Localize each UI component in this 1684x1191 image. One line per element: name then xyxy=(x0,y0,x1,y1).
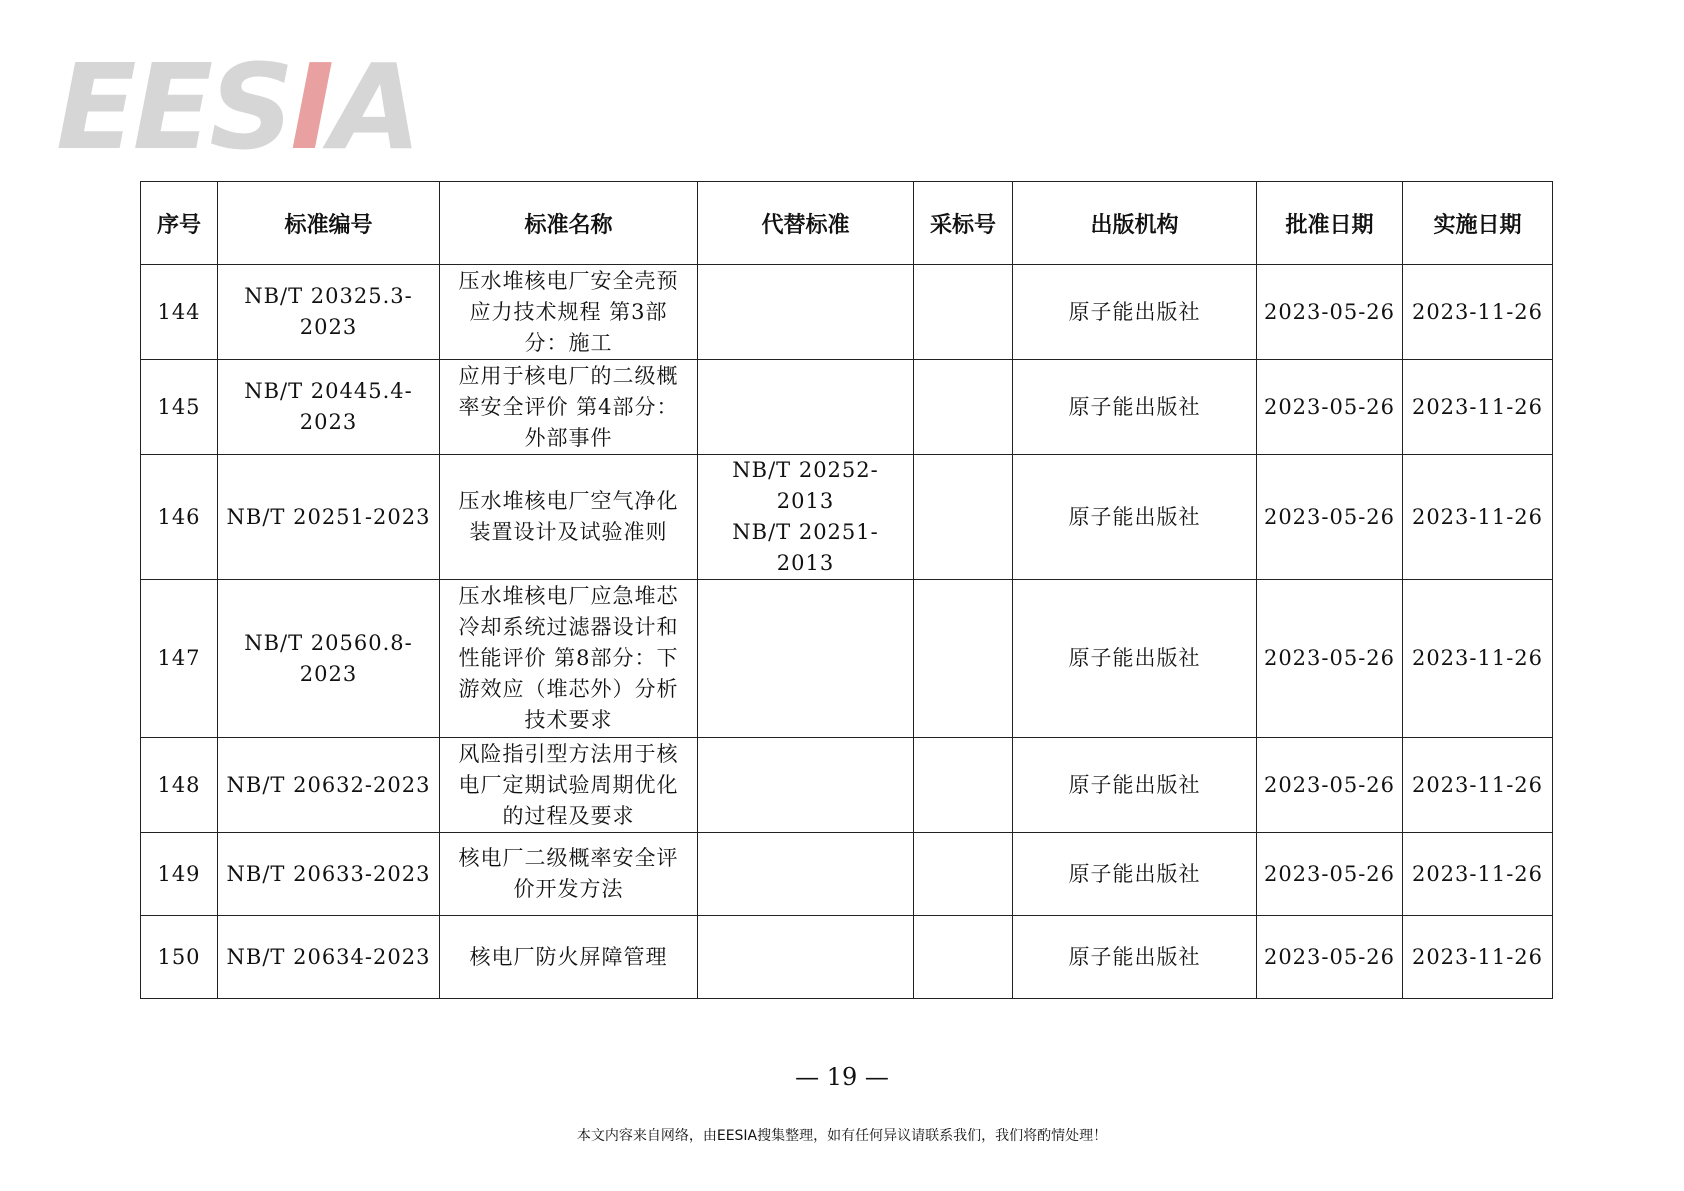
adopted-standard xyxy=(914,360,1013,455)
table-row xyxy=(141,455,1553,580)
effective-date: 2023-11-26 xyxy=(1403,265,1553,360)
eesia-logo: EESIA xyxy=(56,38,418,176)
adopted-standard xyxy=(914,833,1013,916)
page-number: — 19 — xyxy=(795,1063,889,1091)
standard-code: NB/T 20325.3-2023 xyxy=(218,265,440,360)
table-row xyxy=(141,833,1553,916)
publisher: 原子能出版社 xyxy=(1013,916,1257,999)
standard-code: NB/T 20632-2023 xyxy=(218,738,440,833)
effective-date: 2023-11-26 xyxy=(1403,738,1553,833)
approve-date: 2023-05-26 xyxy=(1257,916,1403,999)
row-number: 150 xyxy=(141,916,218,999)
replaced-standards xyxy=(698,738,914,833)
replaced-standards xyxy=(698,916,914,999)
publisher: 原子能出版社 xyxy=(1013,833,1257,916)
table-row xyxy=(141,916,1553,999)
approve-date: 2023-05-26 xyxy=(1257,360,1403,455)
row-number: 145 xyxy=(141,360,218,455)
standard-name: 核电厂防火屏障管理 xyxy=(440,916,698,999)
standard-code: NB/T 20560.8-2023 xyxy=(218,580,440,738)
approve-date: 2023-05-26 xyxy=(1257,580,1403,738)
table-row xyxy=(141,738,1553,833)
footer-note: 本文内容来自网络，由EESIA搜集整理，如有任何异议请联系我们，我们将酌情处理！ xyxy=(576,1128,1108,1144)
standard-name: 应用于核电厂的二级概率安全评价 第4部分：外部事件 xyxy=(440,360,698,455)
header-cell: 序号 xyxy=(141,182,218,265)
standard-name: 风险指引型方法用于核电厂定期试验周期优化的过程及要求 xyxy=(440,738,698,833)
adopted-standard xyxy=(914,455,1013,580)
header-cell: 代替标准 xyxy=(698,182,914,265)
publisher: 原子能出版社 xyxy=(1013,738,1257,833)
standard-code: NB/T 20634-2023 xyxy=(218,916,440,999)
table-row xyxy=(141,360,1553,455)
publisher: 原子能出版社 xyxy=(1013,265,1257,360)
replaced-standards xyxy=(698,833,914,916)
publisher: 原子能出版社 xyxy=(1013,455,1257,580)
row-number: 146 xyxy=(141,455,218,580)
publisher: 原子能出版社 xyxy=(1013,360,1257,455)
standard-name: 压水堆核电厂安全壳预应力技术规程 第3部分：施工 xyxy=(440,265,698,360)
approve-date: 2023-05-26 xyxy=(1257,738,1403,833)
standard-code: NB/T 20445.4-2023 xyxy=(218,360,440,455)
replaced-standards xyxy=(698,455,914,580)
effective-date: 2023-11-26 xyxy=(1403,360,1553,455)
effective-date: 2023-11-26 xyxy=(1403,833,1553,916)
standard-name: 压水堆核电厂空气净化装置设计及试验准则 xyxy=(440,455,698,580)
table-header-row xyxy=(141,182,1553,265)
standards-table xyxy=(140,181,1553,999)
header-cell: 标准名称 xyxy=(440,182,698,265)
effective-date: 2023-11-26 xyxy=(1403,580,1553,738)
header-cell: 采标号 xyxy=(914,182,1013,265)
replaced-standards xyxy=(698,360,914,455)
header-cell: 标准编号 xyxy=(218,182,440,265)
replaced-standard: NB/T 20251-2013 xyxy=(732,520,879,575)
table-row xyxy=(141,580,1553,738)
adopted-standard xyxy=(914,265,1013,360)
standard-name: 核电厂二级概率安全评价开发方法 xyxy=(440,833,698,916)
header-cell: 实施日期 xyxy=(1403,182,1553,265)
adopted-standard xyxy=(914,916,1013,999)
approve-date: 2023-05-26 xyxy=(1257,265,1403,360)
approve-date: 2023-05-26 xyxy=(1257,455,1403,580)
row-number: 149 xyxy=(141,833,218,916)
header-cell: 出版机构 xyxy=(1013,182,1257,265)
adopted-standard xyxy=(914,738,1013,833)
row-number: 147 xyxy=(141,580,218,738)
replaced-standards xyxy=(698,265,914,360)
replaced-standards xyxy=(698,580,914,738)
effective-date: 2023-11-26 xyxy=(1403,916,1553,999)
approve-date: 2023-05-26 xyxy=(1257,833,1403,916)
table-row xyxy=(141,265,1553,360)
row-number: 148 xyxy=(141,738,218,833)
header-cell: 批准日期 xyxy=(1257,182,1403,265)
adopted-standard xyxy=(914,580,1013,738)
standard-code: NB/T 20251-2023 xyxy=(218,455,440,580)
standard-code: NB/T 20633-2023 xyxy=(218,833,440,916)
publisher: 原子能出版社 xyxy=(1013,580,1257,738)
standard-name: 压水堆核电厂应急堆芯冷却系统过滤器设计和性能评价 第8部分：下游效应（堆芯外）分析技术要求 xyxy=(440,580,698,738)
row-number: 144 xyxy=(141,265,218,360)
effective-date: 2023-11-26 xyxy=(1403,455,1553,580)
replaced-standard: NB/T 20252-2013 xyxy=(732,458,879,513)
